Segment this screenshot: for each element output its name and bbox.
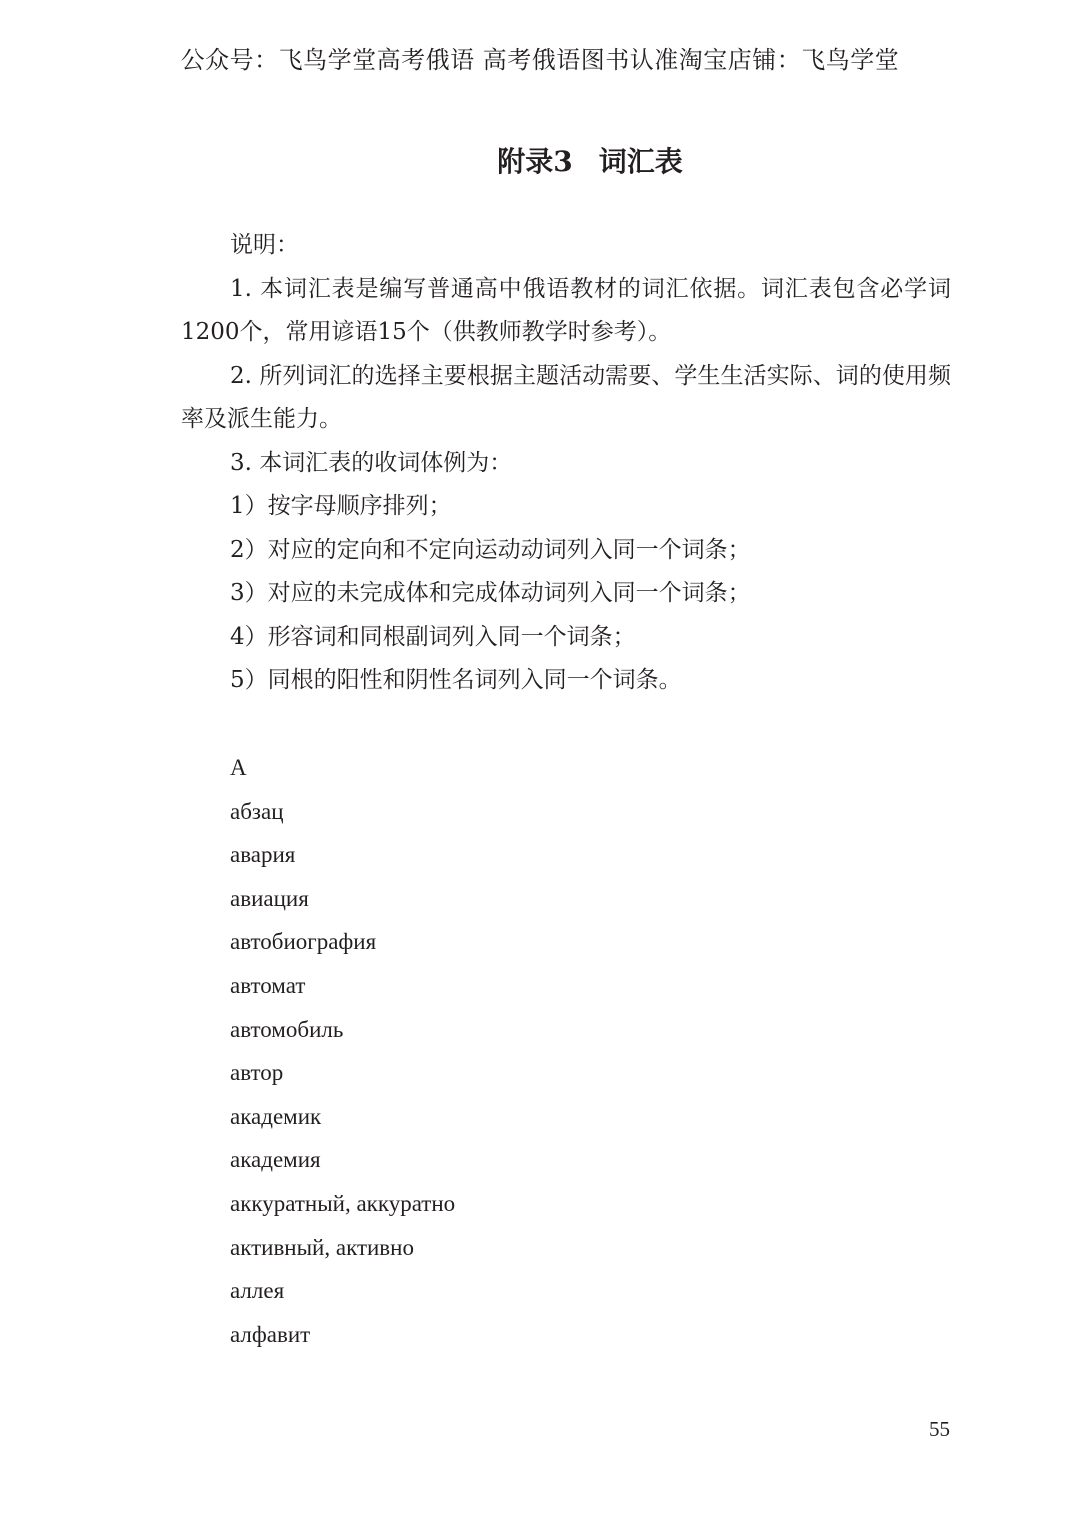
page-title [0,140,1080,184]
vocabulary-list [230,746,930,1356]
appendix-title: 词汇表 [598,145,683,178]
vocabulary-word: алфавит [230,1321,311,1347]
note-paragraph-1: 1. 本词汇表是编写普通高中俄语教材的词汇依据。词汇表包含必学词1200个，常用谚语15个（供教师教学时参考）。 [181,275,951,345]
vocabulary-word: активный, активно [230,1234,414,1260]
vocabulary-word: авария [230,842,296,868]
vocabulary-word: академик [230,1103,322,1129]
page-header: 公众号：飞鸟学堂高考俄语 高考俄语图书认准淘宝店铺：飞鸟学堂 [180,46,900,74]
notes-section [181,224,951,703]
note-paragraph-3: 3. 本词汇表的收词体例为： [230,449,513,476]
appendix-number: 附录3 [497,145,573,178]
rule-item: 3）对应的未完成体和完成体动词列入同一个词条； [230,580,751,606]
vocabulary-word: автор [230,1060,284,1086]
vocabulary-word: автомобиль [230,1016,344,1042]
vocabulary-word: автомат [230,972,306,998]
note-paragraph-2: 2. 所列词汇的选择主要根据主题活动需要、学生生活实际、词的使用频率及派生能力。 [181,362,951,432]
vocabulary-word: автобиография [230,929,377,955]
vocabulary-word: аккуратный, аккуратно [230,1190,456,1216]
rule-item: 1）按字母顺序排列； [230,493,452,519]
page-number: 55 [929,1417,950,1441]
vocabulary-word: абзац [230,798,284,824]
section-letter: A [230,755,247,780]
rule-item: 4）形容词和同根副词列入同一个词条； [230,623,636,650]
vocabulary-word: авиация [230,885,309,911]
vocabulary-word: академия [230,1147,321,1173]
rule-item: 5）同根的阳性和阴性名词列入同一个词条。 [230,667,682,693]
vocabulary-word: аллея [230,1278,285,1304]
notes-heading: 说明： [230,232,299,258]
rule-item: 2）对应的定向和不定向运动动词列入同一个词条； [230,536,751,563]
